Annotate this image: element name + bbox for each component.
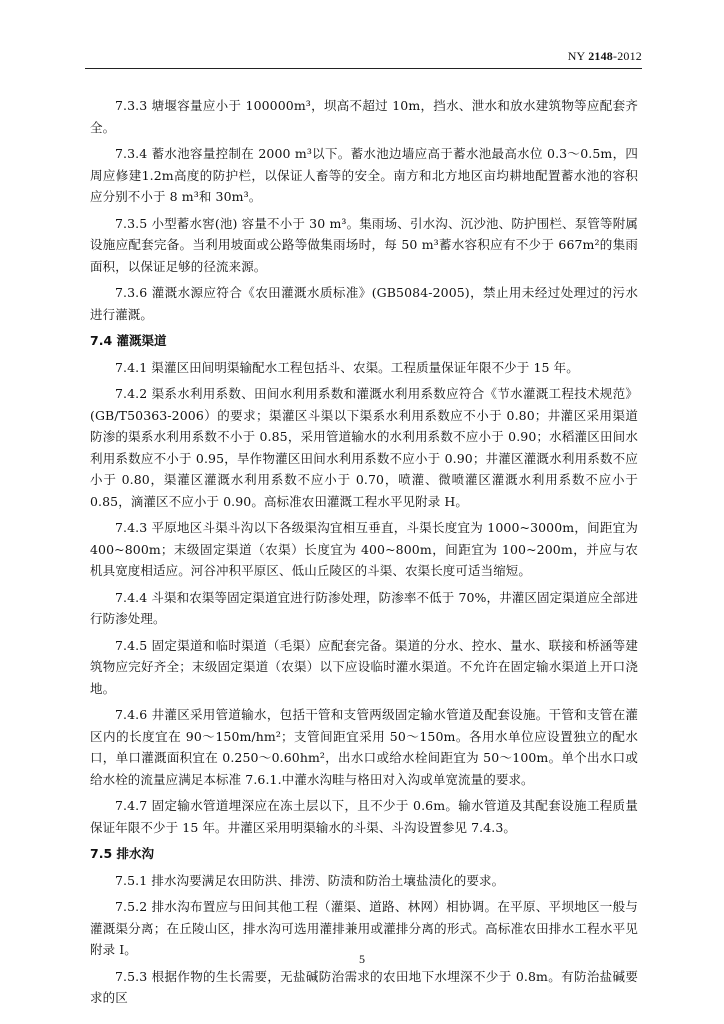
clause-7-3-4: 7.3.4 蓄水池容量控制在 2000 m³以下。蓄水池边墙应高于蓄水池最高水位 0.3～0.5m，四周应修建1.2m高度的防护栏，以保证人畜等的安全。南方和北方地区亩均耕地配置蓄水池的容积应分别不小于 8 m³和 30m³。 [90, 146, 638, 204]
clause-7-4-6: 7.4.6 井灌区采用管道输水，包括干管和支管两级固定输水管道及配套设施。干管和支管在灌区内的长度宜在 90～150m/hm²；支管间距宜采用 50～150m。各用水单位应设置独立的配水口，单口灌溉面积宜在 0.250～0.60hm²，出水口或给水栓间距宜为 50～100m。单个出水口或给水栓的流量应满足本标准 7.6.1.中灌水沟畦与格田对入沟或单宽流量的要求。 [90, 707, 638, 787]
clause-7-3-6: 7.3.6 灌溉水源应符合《农田灌溉水质标准》(GB5084-2005)，禁止用未经过处理过的污水进行灌溉。 [90, 285, 638, 322]
clause-7-5-1: 7.5.1 排水沟要满足农田防洪、排涝、防渍和防治土壤盐渍化的要求。 [115, 872, 505, 888]
clause-7-4-7: 7.4.7 固定输水管道埋深应在冻土层以下，且不少于 0.6m。输水管道及其配套设施工程质量保证年限不少于 15 年。井灌区采用明渠输水的斗渠、斗沟设置参见 7.4.3。 [90, 798, 638, 835]
standard-code-prefix: NY [567, 49, 589, 63]
clause-7-3-3: 7.3.3 塘堰容量应小于 100000m³，坝高不超过 10m，挡水、泄水和放水建筑物等应配套齐全。 [90, 98, 638, 135]
clause-7-4-4: 7.4.4 斗渠和农渠等固定渠道宜进行防渗处理，防渗率不低于 70%，井灌区固定渠道应全部进行防渗处理。 [90, 589, 638, 626]
document-body [90, 95, 638, 1014]
standard-code-number: 2148 [588, 49, 613, 63]
section-heading-7-4: 7.4 灌溉渠道 [90, 333, 167, 348]
clause-7-4-1: 7.4.1 渠灌区田间明渠输配水工程包括斗、农渠。工程质量保证年限不少于 15 年。 [115, 359, 579, 375]
clause-7-4-3: 7.4.3 平原地区斗渠斗沟以下各级渠沟宜相互垂直，斗渠长度宜为 1000~3000m，间距宜为 400~800m；末级固定渠道（农渠）长度宜为 400~800m，间距宜为 100~200m，并应与农机具宽度相适应。河谷冲积平原区、低山丘陵区的斗渠、农渠长度可适当缩短。 [90, 520, 638, 578]
section-heading-7-5: 7.5 排水沟 [90, 846, 154, 861]
standard-code-year: -2012 [613, 49, 642, 63]
clause-7-3-5: 7.3.5 小型蓄水窖(池) 容量不小于 30 m³。集雨场、引水沟、沉沙池、防护围栏、泵管等附属设施应配套完备。当利用坡面或公路等做集雨场时，每 50 m³蓄水容积应有不少于 667m²的集雨面积，以保证足够的径流来源。 [90, 215, 638, 274]
clause-7-5-3: 7.5.3 根据作物的生长需要，无盐碱防治需求的农田地下水埋深不少于 0.8m。有防治盐碱要求的区 [90, 968, 638, 1005]
clause-7-5-2: 7.5.2 排水沟布置应与田间其他工程（灌渠、道路、林网）相协调。在平原、平坝地区一般与灌溉渠分离；在丘陵山区，排水沟可选用灌排兼用或灌排分离的形式。高标准农田排水工程水平见附录 I。 [90, 899, 638, 957]
standard-code [568, 49, 642, 64]
clause-7-4-5: 7.4.5 固定渠道和临时渠道（毛渠）应配套完备。渠道的分水、控水、量水、联接和桥涵等建筑物应完好齐全；末级固定渠道（农渠）以下应设临时灌水渠道。不允许在固定输水渠道上开口浇地。 [90, 637, 638, 696]
clause-7-4-2: 7.4.2 渠系水利用系数、田间水利用系数和灌溉水利用系数应符合《节水灌溉工程技术规范》(GB/T50363-2006）的要求；渠灌区斗渠以下渠系水利用系数应不小于 0.80；井灌区采用渠道防渗的渠系水利用系数不小于 0.85，采用管道输水的水利用系数不应小于 0.90；水稻灌区田间水利用系数应不小于 0.95，旱作物灌区田间水利用系数不应小于 0.90；井灌区灌溉水利用系数不应小于 0.80，渠灌区灌溉水利用系数不应小于 0.70，喷灌、微喷灌区灌溉水利用系数不应小于 0.85，滴灌区不应小于 0.90。高标准农田灌溉工程水平见附录 H。 [90, 386, 638, 509]
header-rule [85, 68, 642, 69]
page-number: 5 [359, 952, 365, 966]
